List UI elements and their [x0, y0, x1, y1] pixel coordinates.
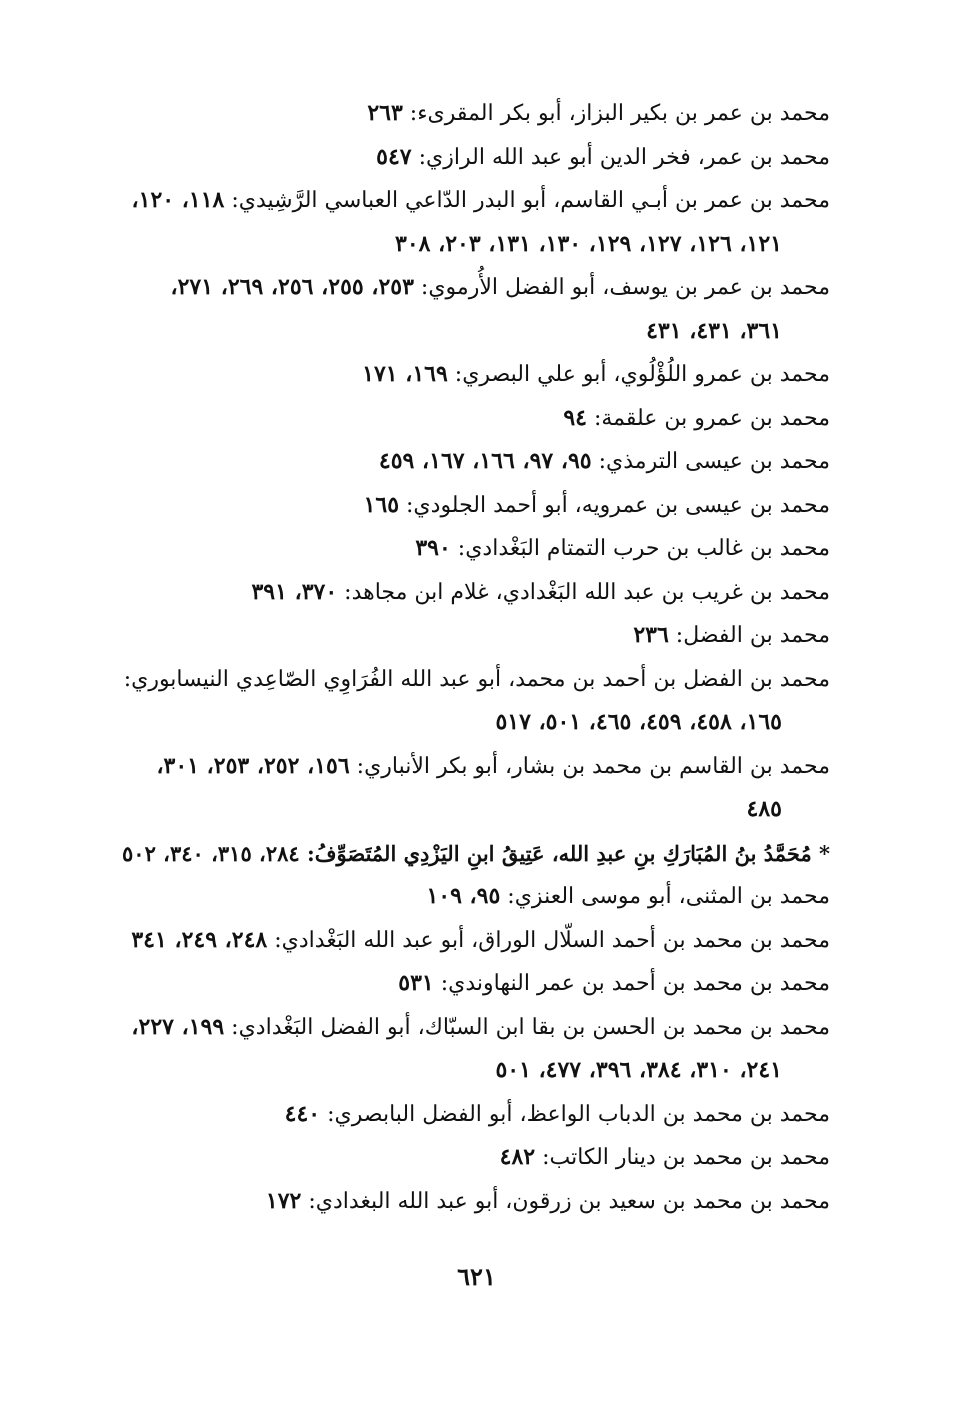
entry-name: محمد بن عمر بن أبـي القاسم، أبو البدر الدّاعي العباسي الرَّشِيدي:: [231, 188, 830, 213]
entry-name: * مُحَمَّدُ بنُ المُبَارَكِ بنِ عبدِ الله، عَتِيقُ ابنِ اليَزْدِي المُتَصَوِّفُ:: [306, 840, 830, 866]
index-entry: [100, 484, 830, 528]
entry-pages: ١٩٩، ٢٢٧،: [131, 1013, 225, 1040]
index-entry: [100, 1136, 830, 1180]
entry-pages: ١٦٩، ١٧١: [362, 361, 448, 387]
entry-pages: ٤٤٠: [284, 1100, 321, 1127]
entry-pages: ١٦٥: [363, 491, 400, 518]
entry-pages: ٣٩٠: [415, 535, 451, 561]
entry-name: محمد بن المثنى، أبو موسى العنزي:: [507, 884, 830, 909]
entry-name: محمد بن الفضل:: [675, 623, 830, 648]
entry-pages: ٢٣٦: [633, 622, 669, 648]
entry-pages: ٩٤: [563, 404, 587, 431]
entry-pages-continued: ٢٤١، ٣١٠، ٣٨٤، ٣٩٦، ٤٧٧، ٥٠١: [495, 1057, 782, 1083]
entry-pages: ٢٦٣: [367, 100, 403, 126]
index-entry: [100, 1093, 830, 1137]
entry-pages-continued: ١٦٥، ٤٥٨، ٤٥٩، ٤٦٥، ٥٠١، ٥١٧: [495, 709, 782, 735]
entry-pages: ٢٥٣، ٢٥٥، ٢٥٦، ٢٦٩، ٢٧١،: [170, 274, 414, 300]
entry-name: محمد بن عمر بن يوسف، أبو الفضل الأُرموي:: [420, 275, 830, 300]
index-entry: [100, 266, 830, 353]
index-entry: [100, 614, 830, 658]
index-entry-featured: [100, 832, 830, 876]
entry-pages: ١٥٦، ٢٥٢، ٢٥٣، ٣٠١،: [156, 752, 350, 779]
index-entry: [100, 1180, 830, 1224]
entry-name: محمد بن عمرو بن علقمة:: [593, 405, 830, 431]
entry-pages: ٢٨٤، ٣١٥، ٣٤٠، ٥٠٢: [122, 840, 300, 866]
entry-pages: ٩٥، ٩٧، ١٦٦، ١٦٧، ٤٥٩: [378, 448, 592, 474]
entry-pages: ٥٤٧: [376, 143, 412, 170]
entry-pages: ٤٨٢: [499, 1144, 536, 1170]
index-entry: [100, 571, 830, 615]
entry-pages: ١١٨، ١٢٠،: [131, 187, 225, 213]
entry-name: محمد بن محمد بن الدباب الواعظ، أبو الفضل البابصري:: [327, 1101, 830, 1127]
entry-name: محمد بن غريب بن عبد الله البَغْدادي، غلام ابن مجاهد:: [344, 579, 830, 605]
entry-name: محمد بن عيسى بن عمرويه، أبو أحمد الجلودي:: [406, 492, 830, 518]
index-entry: [100, 136, 830, 180]
entry-name: محمد بن محمد بن سعيد بن زرقون، أبو عبد الله البغدادي:: [308, 1188, 830, 1214]
index-entry: [100, 92, 830, 136]
index-entry: [100, 179, 830, 266]
index-entry: [100, 1006, 830, 1093]
entry-pages: ٢٤٨، ٢٤٩، ٣٤١: [131, 926, 268, 953]
index-entry: [100, 397, 830, 441]
entry-name: محمد بن القاسم بن محمد بن بشار، أبو بكر الأنباري:: [356, 753, 830, 779]
index-entry: [100, 658, 830, 745]
entry-name: محمد بن الفضل بن أحمد بن محمد، أبو عبد الله الفُرَاوِي الصّاعِدي النيسابوري:: [123, 666, 830, 692]
entry-pages-continued: ٤٨٥: [746, 796, 782, 822]
index-entry: [100, 962, 830, 1006]
page-number: ٦٢١: [457, 1262, 496, 1291]
entry-pages: ٩٥، ١٠٩: [426, 883, 501, 909]
entry-name: محمد بن محمد بن أحمد السلّال الوراق، أبو عبد الله البَغْدادي:: [274, 927, 830, 953]
entry-name: محمد بن عمر بن بكير البزاز، أبو بكر المقرىء:: [409, 101, 830, 126]
entry-pages: ٥٣١: [398, 970, 434, 996]
index-entry: [100, 440, 830, 484]
entry-name: محمد بن عمر، فخر الدين أبو عبد الله الرازي:: [418, 144, 830, 170]
entry-name: محمد بن عيسى الترمذي:: [598, 449, 830, 474]
index-entry: [100, 745, 830, 832]
entry-pages-continued: ٣٦١، ٤٣١، ٤٣١: [646, 317, 782, 344]
index-page: [100, 92, 830, 1223]
index-entry: [100, 527, 830, 571]
entry-name: محمد بن محمد بن الحسن بن بقا ابن السبّاك، أبو الفضل البَغْدادي:: [231, 1014, 830, 1040]
index-entry: [100, 875, 830, 919]
entry-pages-continued: ١٢١، ١٢٦، ١٢٧، ١٢٩، ١٣٠، ١٣١، ٢٠٣، ٣٠٨: [395, 230, 782, 257]
entry-name: محمد بن عمرو اللُؤْلُوي، أبو علي البصري:: [454, 362, 830, 387]
entry-pages: ١٧٢: [265, 1187, 302, 1214]
entry-pages: ٣٧٠، ٣٩١: [251, 578, 338, 605]
entry-name: محمد بن غالب بن حرب التمتام البَغْدادي:: [457, 536, 830, 561]
entry-name: محمد بن محمد بن أحمد بن عمر النهاوندي:: [440, 971, 830, 996]
entry-name: محمد بن محمد بن دينار الكاتب:: [542, 1145, 830, 1170]
index-entry: [100, 353, 830, 397]
index-entry: [100, 919, 830, 963]
